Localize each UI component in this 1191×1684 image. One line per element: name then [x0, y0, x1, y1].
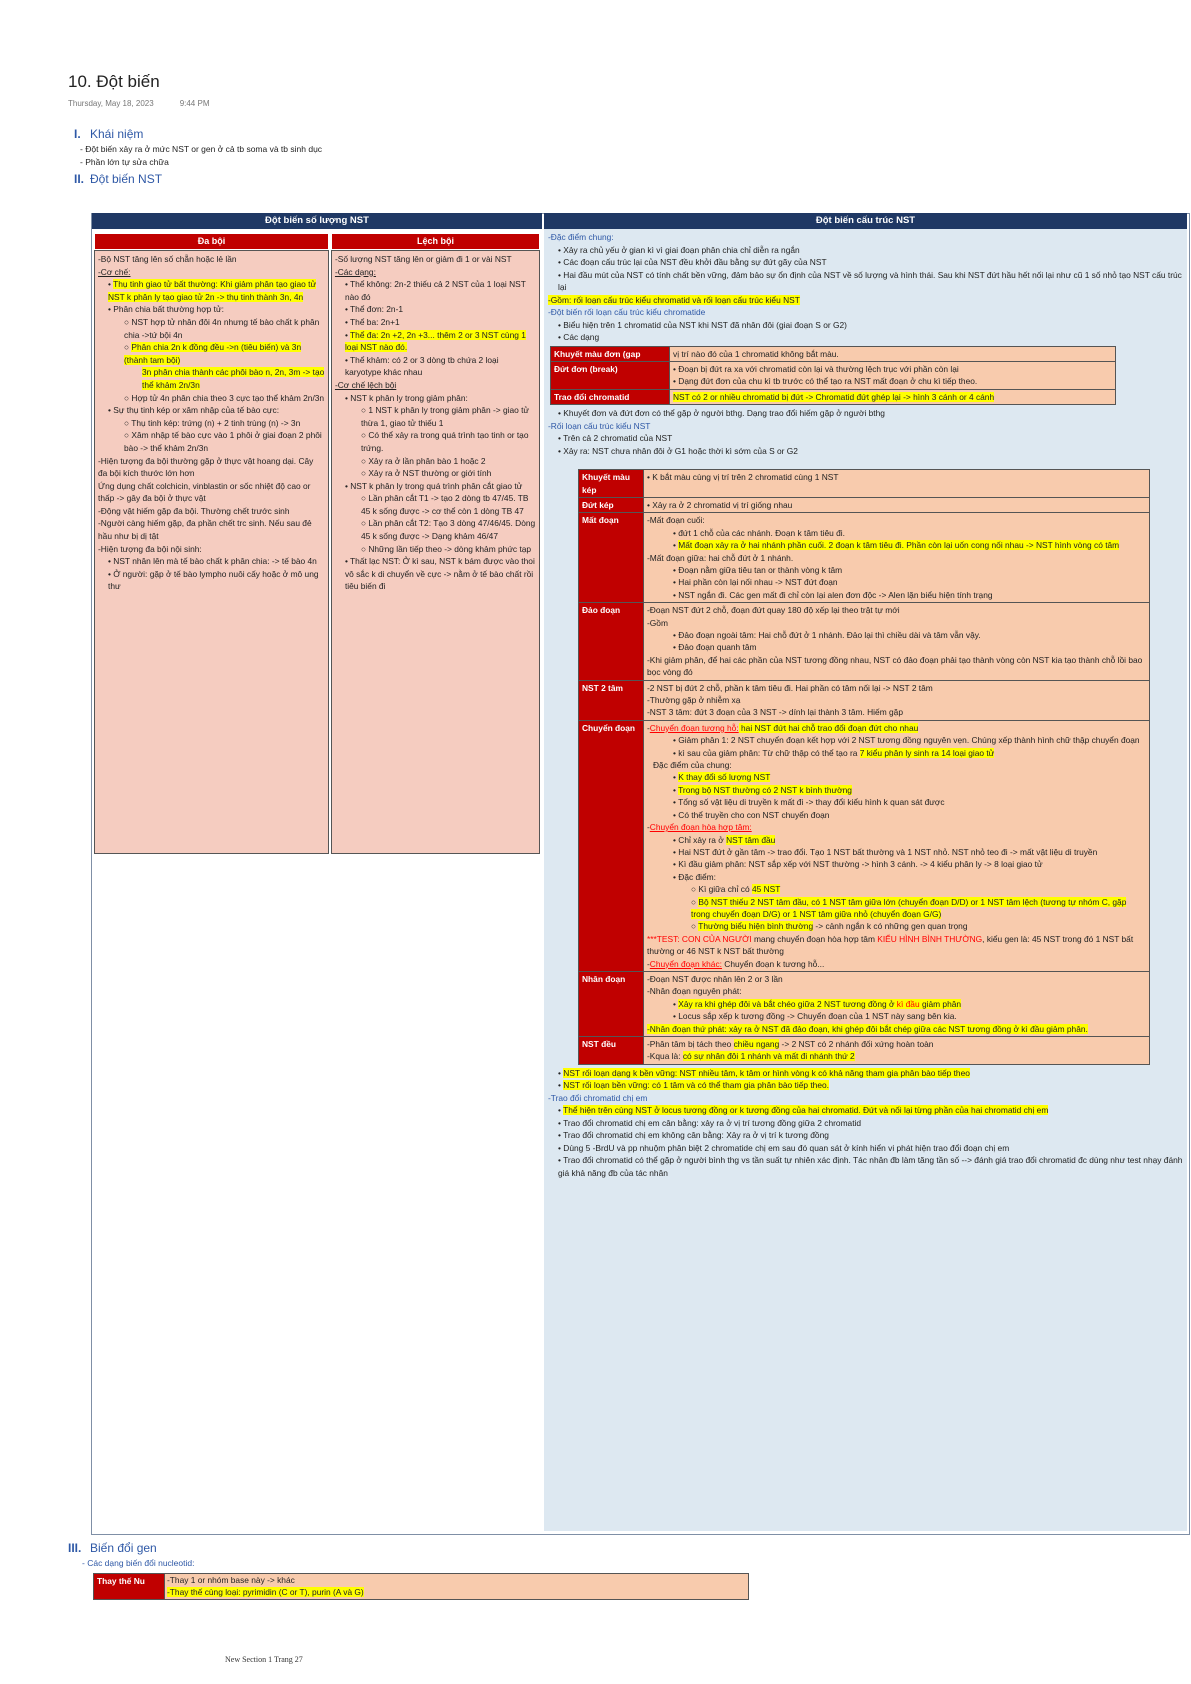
numerical-mutation-header: Đột biến số lượng NST: [92, 213, 542, 229]
substitution-row-1: -Thay 1 or nhóm base này -> khác: [167, 1575, 295, 1585]
page-footer: New Section 1 Trang 27: [225, 1655, 303, 1664]
section-2-heading: II. Đột biến NST: [74, 172, 163, 186]
section-3-heading: III. Biến đổi gen: [68, 1541, 157, 1555]
aneuploidy-header: Lệch bội: [331, 233, 540, 250]
page-date: Thursday, May 18, 2023: [68, 99, 154, 108]
numerical-mutation-table: [92, 213, 542, 854]
polyploidy-cell: -Bộ NST tăng lên số chẵn hoặc lẻ lần -Cơ chế: • Thụ tinh giao tử bất thường: Khi giảm phân tạo giao tử NST k phân ly tạo giao tử 2n -> thụ tinh thành 3n, 4n • Phân chia bất thường hợp tử: ○ NST hợp tử nhân đôi 4n nhưng tế bào chất k phân chia ->tứ bội 4n ○ Phân chia 2n k đồng đều ->n (tiêu biến) và 3n (thành tam bội) 3n phân chia thành các phôi bào n, 2n, 3m -> tạo thể khảm 2n/3n ○ Hợp tử 4n phân chia theo 3 cực tạo thể khảm 2n/3n • Sự thụ tinh kép or xâm nhập của tế bào cực: ○ Thụ tinh kép: trứng (n) + 2 tinh trùng (n) -> 3n ○ Xâm nhập tế bào cực vào 1 phôi ở giai đoạn 2 phôi bào -> thể khảm 2n/3n -Hiện tượng đa bội thường gặp ở thực vật hoang dại. Cây đa bội kích thước lớn hơn Ứng dụng chất colchicin, vinblastin or sốc nhiệt độ cao or thấp -> gây đa bội ở thực vật -Động vật hiếm gặp đa bội. Thường chết trước sinh -Người càng hiếm gặp, đa phần chết trc sinh. Nếu sau đẻ hầu như bị dị tật -Hiện tượng đa bội nội sinh: • NST nhân lên mà tế bào chất k phân chia: -> tế bào 4n • Ở người: gặp ở tế bào lympho nuôi cấy hoặc ở mô ung thư: [94, 250, 329, 854]
chromatid-aberration-table: Khuyết màu đơn (gap vị trí nào đó của 1 chromatid không bắt màu. Đứt đơn (break) • Đoạn bị đứt ra xa với chromatid còn lại và thường lệch trục với phần còn lại • Dạng đứt đơn của chu kì tb trước có thể tạo ra NST mất đoạn ở chu kì tiếp theo. Trao đổi chromatid NST có 2 or nhiều chromatid bị đứt -> Chromatid đứt ghép lại -> hình 3 cánh or 4 cánh: [550, 346, 1116, 406]
structural-mutation-panel: Đột biến cấu trúc NST -Đặc điểm chung: • Xảy ra chủ yếu ở gian kì vì giai đoạn phân chia chỉ diễn ra ngắn • Các đoạn cấu trúc lại của NST đều khởi đầu bằng sự đứt gãy của NST • Hai đầu mút của NST có tính chất bền vững, đảm bảo sự ổn định của NST về số lượng và hình thái. Sau khi NST đứt hầu hết nối lại như cũ 1 số nhỏ tạo NST cấu trúc lại -Gồm: rối loạn cấu trúc kiểu chromatid và rối loạn cấu trúc kiểu NST -Đột biến rối loạn cấu trúc kiểu chromatide • Biểu hiện trên 1 chromatid của NST khi NST đã nhân đôi (giai đoạn S or G2) • Các dạng Khuyết màu đơn (gap vị trí nào đó của 1 chromatid không bắt màu. Đứt đơn (break) • Đoạn bị đứt ra xa với chromatid còn lại và thường lệch trục với phần còn lại • Dạng đứt đơn của chu kì tb trước có thể tạo ra NST mất đoạn ở chu kì tiếp theo. Trao đổi chromatid NST có 2 or nhiều chromatid bị đứt -> Chromatid đứt ghép lại -> hình 3 cánh or 4 cánh • Khuyết đơn và đứt đơn có thể gặp ở người bthg. Dạng trao đổi hiếm gặp ở người bthg -Rối loạn cấu trúc kiểu NST • Trên cả 2 chromatid của NST • Xảy ra: NST chưa nhân đôi ở G1 hoặc thời kì sớm của S or G2 Khuyết màu kép • K bắt màu cùng vị trí trên 2 chromatid cùng 1 NST Đứt kép • Xảy ra ở 2 chromatid vị trí giống nhau Mất đoạn -Mất đoạn cuối: • đứt 1 chỗ của các nhánh. Đoạn k tâm tiêu đi. • Mất đoạn xảy ra ở hai nhánh phần cuối. 2 đoạn k tâm tiêu đi. Phần còn lại uốn cong nối nhau -> NST hình vòng có tâm -Mất đoạn giữa: hai chỗ đứt ở 1 nhánh. • Đoạn nằm giữa tiêu tan or thành vòng k tâm • Hai phần còn lại nối nhau -> NST đứt đoạn • NST ngắn đi. Các gen mất đi chỉ còn lại alen đơn độc -> Alen lặn biểu hiện tính trạng Đảo đoạn -Đoạn NST đứt 2 chỗ, đoạn đứt quay 180 độ xếp lại theo trật tự mới -Gồm • Đảo đoạn ngoài tâm: Hai chỗ đứt ở 1 nhánh. Đảo lại thì chiều dài và tâm vẫn vậy. • Đảo đoạn quanh tâm -Khi giảm phân, để hai các phần của NST tương đồng nhau, NST có đảo đoạn phải tạo thành vòng còn NST kia tạo thành chỗ lồi bao bọc vòng đó NST 2 tâm -2 NST bị đứt 2 chỗ, phần k tâm tiêu đi. Hai phần có tâm nối lại -> NST 2 tâm -Thường gặp ở nhiễm xạ -NST 3 tâm: đứt 3 đoạn của 3 NST -> dính lại thành 3 tâm. Hiếm gặp Chuyển đoạn -Chuyển đoạn tương hỗ: hai NST đứt hai chỗ trao đổi đoạn đứt cho nhau • Giảm phân 1: 2 NST chuyển đoạn kết hợp với 2 NST tương đồng nguyên vẹn. Chúng xếp thành hình chữ thập chuyển đoạn • kì sau của giảm phân: Từ chữ thập có thể tạo ra 7 kiểu phân ly sinh ra 14 loại giao tử Đặc điểm của chung: • K thay đổi số lượng NST • Trong bộ NST thường có 2 NST k bình thường • Tổng số vật liệu di truyền k mất đi -> thay đổi kiểu hình k quan sát được • Có thể truyền cho con NST chuyển đoạn -Chuyển đoạn hòa hợp tâm: • Chỉ xảy ra ở NST tâm đầu • Hai NST đứt ở gần tâm -> trao đổi. Tạo 1 NST bất thường và 1 NST nhỏ. NST nhỏ teo đi -> mất vật liệu di truyền • Kì đầu giảm phân: NST sắp xếp với NST thường -> hình 3 cánh. -> 4 kiểu phân ly -> 8 loại giao tử • Đặc điểm: ○ Kì giữa chỉ có 45 NST ○ Bộ NST thiếu 2 NST tâm đầu, có 1 NST tâm giữa lớn (chuyển đoạn D/D) or 1 NST tâm lệch (tương tự nhóm C, gặp trong chuyển đoạn D/G) or 1 NST tâm giữa nhỏ (chuyển đoạn G/G) ○ Thường biểu hiện bình thường -> cảnh ngắn k có những gen quan trọng ***TEST: CON CỦA NGƯỜI mang chuyển đoạn hòa hợp tâm KIỂU HÌNH BÌNH THƯỜNG, kiểu gen là: 45 NST trong đó 1 NST bất thường or 46 NST k NST bất thường -Chuyển đoạn khác: Chuyển đoạn k tương hỗ... Nhân đoạn -Đoạn NST được nhân lên 2 or 3 lần -Nhân đoạn nguyên phát: • Xảy ra khi ghép đôi và bắt chéo giữa 2 NST tương đồng ở kì đầu giảm phân • Locus sắp xếp k tương đồng -> Chuyển đoạn của 1 NST này sang bên kia. -Nhân đoạn thứ phát: xảy ra ở NST đã đảo đoạn, khi ghép đôi bắt chép giữa các NST tương đồng ở kì đầu giảm phân. NST đều -Phân tâm bị tách theo chiều ngang -> 2 NST có 2 nhánh đối xứng hoàn toàn -Kqua là: có sự nhân đôi 1 nhánh và mất đi nhánh thứ 2 • NST rối loạn dạng k bền vững: NST nhiều tâm, k tâm or hình vòng k có khả năng tham gia phân bào tiếp theo • NST rối loạn bền vững: có 1 tâm và có thể tham gia phân bào tiếp theo. -Trao đổi chromatid chị em • Thể hiện trên cùng NST ở locus tương đồng or k tương đồng của hai chromatid. Đứt và nối lại từng phần của hai chromatid chị em • Trao đổi chromatid chị em cân bằng: xảy ra ở vị trí tương đồng giữa 2 chromatid • Trao đổi chromatid chị em không cân bằng: Xảy ra ở vị trí k tương đồng • Dùng 5 -BrdU và pp nhuộm phân biệt 2 chromatide chị em sau đó quan sát ở kính hiển vi phát hiện trao đổi đoạn chị em • Trao đổi chromatid có thể gặp ở người bình thg vs tần suất tự nhiên xác định. Tác nhân đb làm tăng tần số --> đánh giá trao đổi chromatid đc dùng như test nhạy đánh giá khả năng đb của tác nhân: [544, 213, 1187, 1531]
section-1-item: - Phần lớn tự sửa chữa: [80, 156, 169, 168]
substitution-row-2: -Thay thế cùng loại: pyrimidin (C or T), purin (A và G): [167, 1587, 364, 1598]
section-1-item: - Đột biến xảy ra ở mức NST or gen ở cả tb soma và tb sinh dục: [80, 143, 322, 155]
page-time: 9:44 PM: [179, 99, 210, 108]
section-1-heading: I. Khái niệm: [74, 127, 144, 141]
page-timestamp: [68, 99, 235, 108]
substitution-label: Thay thế Nu: [94, 1574, 165, 1600]
chromosome-aberration-table: Khuyết màu kép • K bắt màu cùng vị trí trên 2 chromatid cùng 1 NST Đứt kép • Xảy ra ở 2 chromatid vị trí giống nhau Mất đoạn -Mất đoạn cuối: • đứt 1 chỗ của các nhánh. Đoạn k tâm tiêu đi. • Mất đoạn xảy ra ở hai nhánh phần cuối. 2 đoạn k tâm tiêu đi. Phần còn lại uốn cong nối nhau -> NST hình vòng có tâm -Mất đoạn giữa: hai chỗ đứt ở 1 nhánh. • Đoạn nằm giữa tiêu tan or thành vòng k tâm • Hai phần còn lại nối nhau -> NST đứt đoạn • NST ngắn đi. Các gen mất đi chỉ còn lại alen đơn độc -> Alen lặn biểu hiện tính trạng Đảo đoạn -Đoạn NST đứt 2 chỗ, đoạn đứt quay 180 độ xếp lại theo trật tự mới -Gồm • Đảo đoạn ngoài tâm: Hai chỗ đứt ở 1 nhánh. Đảo lại thì chiều dài và tâm vẫn vậy. • Đảo đoạn quanh tâm -Khi giảm phân, để hai các phần của NST tương đồng nhau, NST có đảo đoạn phải tạo thành vòng còn NST kia tạo thành chỗ lồi bao bọc vòng đó NST 2 tâm -2 NST bị đứt 2 chỗ, phần k tâm tiêu đi. Hai phần có tâm nối lại -> NST 2 tâm -Thường gặp ở nhiễm xạ -NST 3 tâm: đứt 3 đoạn của 3 NST -> dính lại thành 3 tâm. Hiếm gặp Chuyển đoạn -Chuyển đoạn tương hỗ: hai NST đứt hai chỗ trao đổi đoạn đứt cho nhau • Giảm phân 1: 2 NST chuyển đoạn kết hợp với 2 NST tương đồng nguyên vẹn. Chúng xếp thành hình chữ thập chuyển đoạn • kì sau của giảm phân: Từ chữ thập có thể tạo ra 7 kiểu phân ly sinh ra 14 loại giao tử Đặc điểm của chung: • K thay đổi số lượng NST • Trong bộ NST thường có 2 NST k bình thường • Tổng số vật liệu di truyền k mất đi -> thay đổi kiểu hình k quan sát được • Có thể truyền cho con NST chuyển đoạn -Chuyển đoạn hòa hợp tâm: • Chỉ xảy ra ở NST tâm đầu • Hai NST đứt ở gần tâm -> trao đổi. Tạo 1 NST bất thường và 1 NST nhỏ. NST nhỏ teo đi -> mất vật liệu di truyền • Kì đầu giảm phân: NST sắp xếp với NST thường -> hình 3 cánh. -> 4 kiểu phân ly -> 8 loại giao tử • Đặc điểm: ○ Kì giữa chỉ có 45 NST ○ Bộ NST thiếu 2 NST tâm đầu, có 1 NST tâm giữa lớn (chuyển đoạn D/D) or 1 NST tâm lệch (tương tự nhóm C, gặp trong chuyển đoạn D/G) or 1 NST tâm giữa nhỏ (chuyển đoạn G/G) ○ Thường biểu hiện bình thường -> cảnh ngắn k có những gen quan trọng ***TEST: CON CỦA NGƯỜI mang chuyển đoạn hòa hợp tâm KIỂU HÌNH BÌNH THƯỜNG, kiểu gen là: 45 NST trong đó 1 NST bất thường or 46 NST k NST bất thường -Chuyển đoạn khác: Chuyển đoạn k tương hỗ... Nhân đoạn -Đoạn NST được nhân lên 2 or 3 lần -Nhân đoạn nguyên phát: • Xảy ra khi ghép đôi và bắt chéo giữa 2 NST tương đồng ở kì đầu giảm phân • Locus sắp xếp k tương đồng -> Chuyển đoạn của 1 NST này sang bên kia. -Nhân đoạn thứ phát: xảy ra ở NST đã đảo đoạn, khi ghép đôi bắt chép giữa các NST tương đồng ở kì đầu giảm phân. NST đều -Phân tâm bị tách theo chiều ngang -> 2 NST có 2 nhánh đối xứng hoàn toàn -Kqua là: có sự nhân đôi 1 nhánh và mất đi nhánh thứ 2: [578, 469, 1150, 1065]
section-3-subheading: - Các dạng biến đổi nucleotid:: [82, 1557, 194, 1569]
structural-mutation-header: Đột biến cấu trúc NST: [544, 213, 1187, 229]
polyploidy-header: Đa bội: [94, 233, 329, 250]
aneuploidy-cell: -Số lượng NST tăng lên or giảm đi 1 or vài NST -Các dạng: • Thể không: 2n-2 thiếu cả 2 NST của 1 loại NST nào đó • Thể đơn: 2n-1 • Thể ba: 2n+1 • Thể đa: 2n +2, 2n +3... thêm 2 or 3 NST cùng 1 loại NST nào đó. • Thể khảm: có 2 or 3 dòng tb chứa 2 loại karyotype khác nhau -Cơ chế lệch bội • NST k phân ly trong giảm phân: ○ 1 NST k phân ly trong giảm phân -> giao tử thừa 1, giao tử thiếu 1 ○ Có thể xảy ra trong quá trình tạo tinh or tạo trứng. ○ Xảy ra ở lần phân bào 1 hoặc 2 ○ Xảy ra ở NST thường or giới tính • NST k phân ly trong quá trình phân cắt giao tử ○ Lần phân cắt T1 -> tạo 2 dòng tb 47/45. TB 45 k sống được -> cơ thể còn 1 dòng TB 47 ○ Lần phân cắt T2: Tạo 3 dòng 47/46/45. Dòng 45 k sống được -> Dạng khảm 46/47 ○ Những lần tiếp theo -> dòng khảm phức tạp • Thất lạc NST: Ở kì sau, NST k bám được vào thoi vô sắc k di chuyển về cực -> nằm ở tế bào chất rồi tiêu biến đi: [331, 250, 540, 854]
nucleotide-change-table: [93, 1573, 749, 1600]
page-title: 10. Đột biến: [68, 72, 160, 91]
